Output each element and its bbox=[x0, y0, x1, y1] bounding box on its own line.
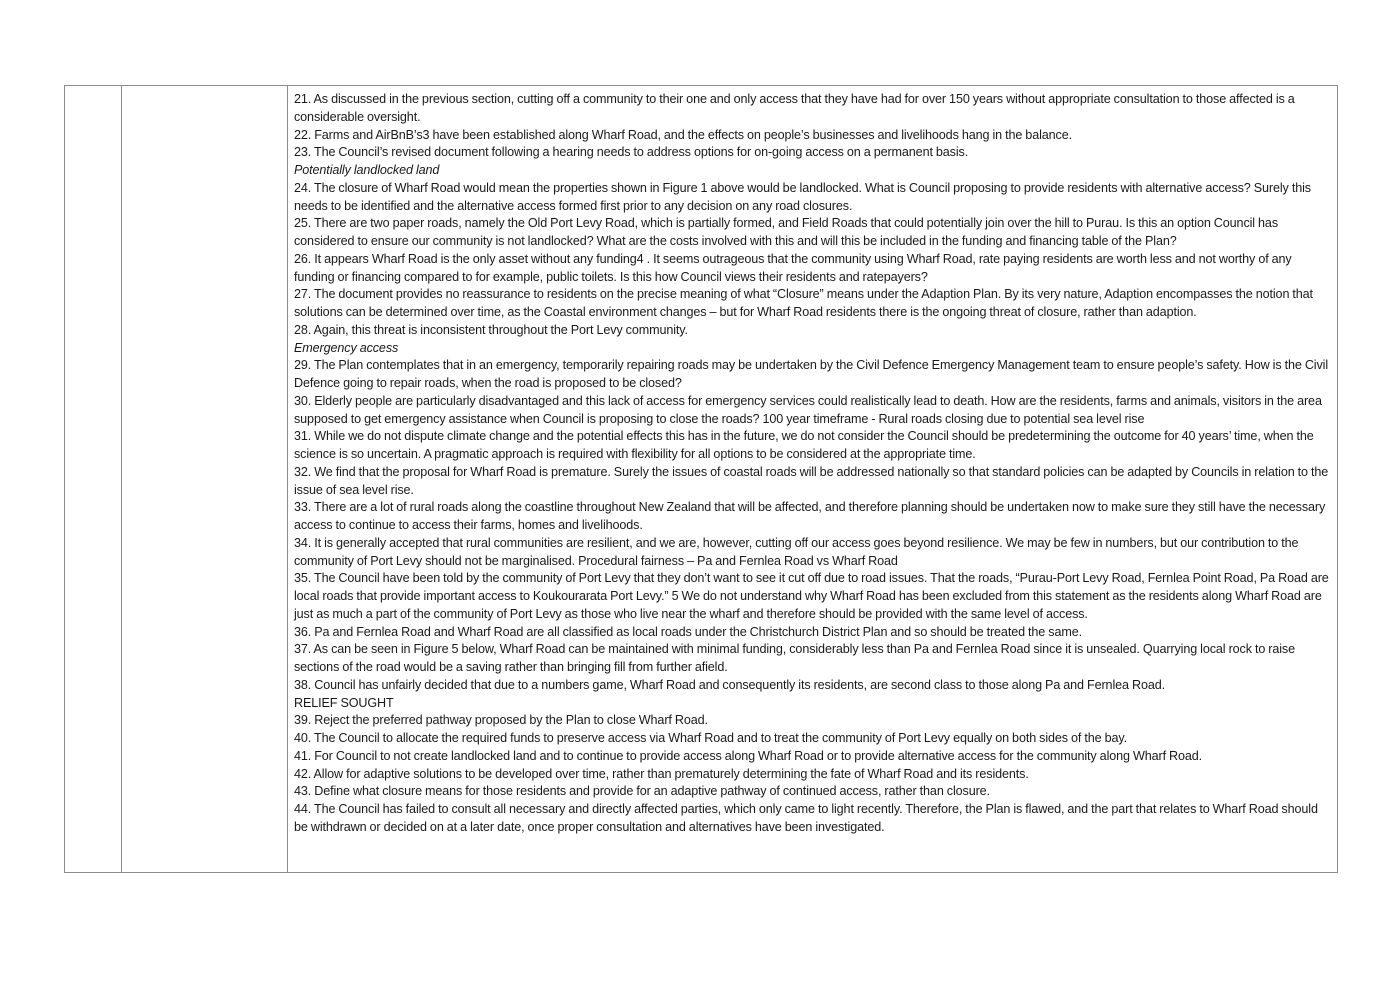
submission-paragraph: 40. The Council to allocate the required funds to preserve access via Wharf Road and to treat the community of Port Levy equally on both sides of the bay. bbox=[294, 731, 1128, 745]
submission-paragraph: 39. Reject the preferred pathway proposed by the Plan to close Wharf Road. bbox=[294, 713, 708, 728]
submission-paragraph: 26. It appears Wharf Road is the only asset without any funding4 . It seems outrageous that the community using Wharf Road, rate paying residents are worth less and not worthy of any funding or financing compared to for example, public toilets. Is this how Council views their residents and ratepayers? bbox=[294, 251, 1292, 284]
submission-paragraph: 41. For Council to not create landlocked land and to continue to provide access along Wharf Road or to provide alternative access for the community along Wharf Road. bbox=[294, 748, 1203, 763]
submission-paragraph: 25. There are two paper roads, namely the Old Port Levy Road, which is partially formed, and Field Roads that could potentially join over the hill to Purau. Is this an option Council has considered to ensure our community is not landlocked? What are the costs involved with this and will this be included in the funding and financing table of the Plan? bbox=[294, 216, 1278, 248]
submission-paragraph: 44. The Council has failed to consult all necessary and directly affected parties, which only came to light recently. Therefore, the Plan is flawed, and the part that relates to Wharf Road should be withdrawn or decided on at a later date, once proper consultation and alternatives have been investigated. bbox=[294, 802, 1318, 834]
table-row bbox=[65, 86, 1338, 873]
submission-paragraph: 22. Farms and AirBnB’s3 have been established along Wharf Road, and the effects on people’s businesses and livelihoods hang in the balance. bbox=[294, 127, 1072, 142]
section-subheading: Emergency access bbox=[294, 340, 399, 355]
submission-paragraph: 42. Allow for adaptive solutions to be developed over time, rather than prematurely determining the fate of Wharf Road and its residents. bbox=[294, 766, 1029, 781]
submission-paragraph: 43. Define what closure means for those residents and provide for an adaptive pathway of continued access, rather than closure. bbox=[294, 784, 990, 799]
empty-cell-number bbox=[65, 86, 122, 873]
submission-paragraph: 27. The document provides no reassurance to residents on the precise meaning of what “Closure” means under the Adaption Plan. By its very nature, Adaption encompasses the notion that solutions can be determined over time, as the Coastal environment changes – but for Wharf Road residents there is the ongoing threat of closure, rather than adaption. bbox=[294, 287, 1313, 319]
submission-paragraph: 23. The Council’s revised document following a hearing needs to address options for on-going access on a permanent basis. bbox=[294, 145, 969, 160]
submission-table bbox=[64, 85, 1338, 873]
submission-paragraph: 35. The Council have been told by the community of Port Levy that they don’t want to see it cut off due to road issues. That the roads, “Purau-Port Levy Road, Fernlea Point Road, Pa Road are local roads that provide important access to Koukourarata Port Levy.” 5 We do not understand why Wharf Road has been excluded from this statement as the residents along Wharf Road are just as much a part of the community of Port Levy as those who live near the wharf and therefore should be provided with the same level of access. bbox=[294, 571, 1329, 621]
submission-paragraph: 32. We find that the proposal for Wharf Road is premature. Surely the issues of coastal roads will be addressed nationally so that standard policies can be adapted by Councils in relation to the issue of sea level rise. bbox=[294, 464, 1329, 497]
submission-paragraph: 28. Again, this threat is inconsistent throughout the Port Levy community. bbox=[294, 322, 688, 337]
submission-paragraph: RELIEF SOUGHT bbox=[294, 695, 394, 710]
submission-paragraph: 24. The closure of Wharf Road would mean the properties shown in Figure 1 above would be landlocked. What is Council proposing to provide residents with alternative access? Surely this needs to be identified and the alternative access formed first prior to any decision on any road closures. bbox=[294, 180, 1311, 213]
submission-paragraph: 33. There are a lot of rural roads along the coastline throughout New Zealand that will be affected, and therefore planning should be undertaken now to make sure they still have the necessary access to continue to access their farms, homes and livelihoods. bbox=[294, 500, 1326, 532]
submission-text-cell bbox=[288, 86, 1338, 873]
submission-paragraph: 36. Pa and Fernlea Road and Wharf Road are all classified as local roads under the Christchurch District Plan and so should be treated the same. bbox=[294, 624, 1082, 639]
submission-paragraph: 37. As can be seen in Figure 5 below, Wharf Road can be maintained with minimal funding, considerably less than Pa and Fernlea Road since it is unsealed. Quarrying local rock to raise sections of the road would be a saving rather than bringing fill from further afield. bbox=[294, 642, 1295, 674]
submission-paragraph: 38. Council has unfairly decided that due to a numbers game, Wharf Road and consequently its residents, are second class to those along Pa and Fernlea Road. bbox=[294, 677, 1165, 692]
submission-paragraph: 29. The Plan contemplates that in an emergency, temporarily repairing roads may be undertaken by the Civil Defence Emergency Management team to ensure people’s safety. How is the Civil Defence going to repair roads, when the road is proposed to be closed? bbox=[294, 358, 1329, 390]
empty-cell-topic bbox=[122, 86, 288, 873]
submission-paragraph: 34. It is generally accepted that rural communities are resilient, and we are, however, cutting off our access goes beyond resilience. We may be few in numbers, but our contribution to the community of Port Levy should not be marginalised. Procedural fairness – Pa and Fernlea Road vs Wharf Road bbox=[294, 535, 1299, 568]
submission-paragraphs bbox=[288, 86, 1337, 840]
submission-paragraph: 21. As discussed in the previous section, cutting off a community to their one and only access that they have had for over 150 years without appropriate consultation to those affected is a considerable oversight. bbox=[294, 92, 1295, 124]
submission-paragraph: 30. Elderly people are particularly disadvantaged and this lack of access for emergency services could realistically lead to death. How are the residents, farms and animals, visitors in the area supposed to get emergency assistance when Council is proposing to close the roads? 100 year timeframe - Rural roads closing due to potential sea level rise bbox=[294, 393, 1322, 426]
submission-paragraph: 31. While we do not dispute climate change and the potential effects this has in the future, we do not consider the Council should be predetermining the outcome for 40 years’ time, when the science is so uncertain. A pragmatic approach is required with flexibility for all options to be considered at the appropriate time. bbox=[294, 429, 1314, 461]
section-subheading: Potentially landlocked land bbox=[294, 163, 440, 177]
